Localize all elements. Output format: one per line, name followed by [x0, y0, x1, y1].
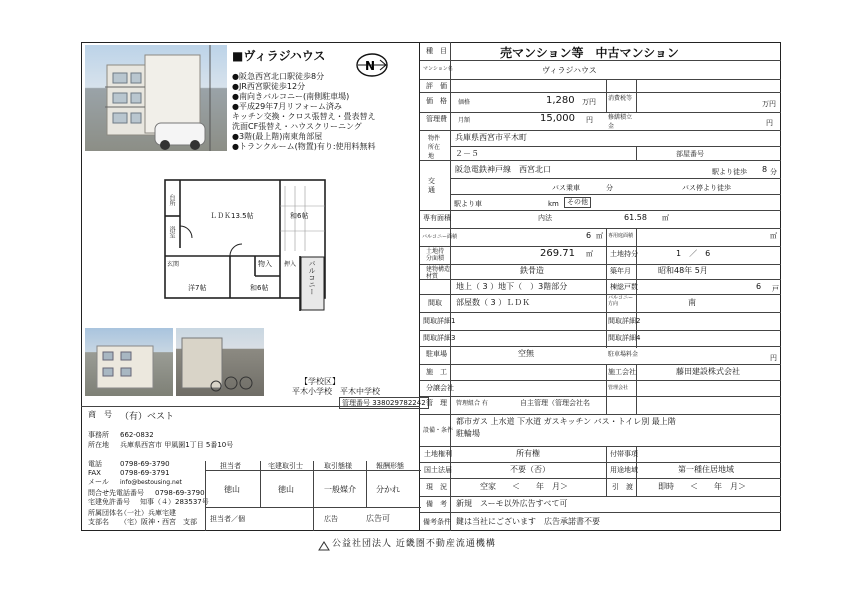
room-balcony: バルコニー: [308, 260, 316, 295]
mail-label: メール: [88, 478, 109, 486]
divider: [420, 446, 781, 447]
area-unit: ㎡: [662, 214, 669, 222]
review-label: 評 価: [426, 82, 447, 90]
bus-walk-label: バス停より徒歩: [682, 184, 731, 192]
license-value: 知事（４）283537号: [140, 498, 209, 506]
parking-fee-label: 駐車場料金: [608, 351, 639, 358]
layout-label: 間取: [428, 299, 442, 307]
room-kitchen: 台所: [168, 194, 175, 206]
divider: [636, 364, 637, 414]
management-company-label: 管理会社: [608, 385, 629, 391]
feature-item: ●トランクルーム(物置)有り:使用料無料: [232, 142, 376, 151]
equipment-label: 設備・条件: [423, 427, 454, 434]
address-label: 所在地: [88, 441, 109, 449]
divider: [420, 264, 781, 265]
divider: [420, 330, 781, 331]
built-value: 昭和48年 5月: [658, 266, 708, 275]
national-land-law-value: 不要（否）: [510, 465, 550, 474]
balcony-area-label: バルコニー面積: [422, 234, 458, 240]
walk-unit: 分: [770, 168, 777, 176]
divider: [606, 228, 607, 348]
repair-fund-label: 修繕積立金: [608, 114, 633, 130]
divider: [420, 414, 781, 415]
management-fee-unit: 円: [586, 116, 593, 124]
bus-label: バス乗車: [552, 184, 580, 192]
structure-value: 鉄骨造: [520, 266, 544, 275]
status-value: 空家 ＜ 年 月＞: [480, 482, 568, 491]
feature-list: [232, 72, 376, 152]
divider: [420, 279, 781, 280]
property-name: ■ヴィラジハウス: [232, 49, 326, 63]
divider: [420, 364, 781, 365]
land-right-label: 土地権利: [424, 450, 452, 458]
handover-value: 即時 ＜ 年 月＞: [658, 482, 746, 491]
mail-value[interactable]: info@bestousing.net: [120, 479, 182, 486]
divider: [420, 160, 781, 161]
exterior-photo-1: [85, 328, 173, 396]
parking-value: 空無: [518, 349, 534, 358]
price-sub: 価格: [458, 99, 471, 106]
traffic-label: 交通: [428, 177, 435, 194]
room-bath: 浴室: [168, 226, 175, 238]
national-land-law-label: 国土法届: [424, 466, 452, 474]
tax-label: 消費税等: [608, 95, 633, 102]
trade-name-value: （有）ベスト: [120, 412, 175, 422]
feature-item: ●JR西宮駅徒歩12分: [232, 82, 306, 91]
divider: [420, 294, 781, 295]
divider: [420, 228, 781, 229]
building-illustration: [85, 45, 227, 151]
remarks-condition-label: 備考条件: [423, 518, 451, 526]
association-label: 所属団体名: [88, 509, 123, 517]
balcony-area-value: 6: [586, 231, 592, 240]
incidental-label: 付帯事項: [610, 450, 638, 458]
land-area-label: 土地持分面積: [426, 248, 445, 262]
units-unit: 戸: [772, 285, 779, 293]
fax-label: FAX: [88, 469, 101, 477]
room-washitsu-1: 和6帖: [290, 212, 309, 220]
equipment-value: 都市ガス 上水道 下水道 ガスキッチン バス・トイレ別 最上階: [456, 417, 676, 426]
parking-fee-unit: 円: [770, 354, 777, 362]
staff-header: 担当者: [220, 462, 241, 470]
builder-company-label: 施工会社: [608, 368, 636, 376]
area-value: 61.58: [624, 213, 647, 222]
line-value: 阪急電鉄神戸線 西宮北口: [455, 165, 551, 174]
document-number: 管理番号 338029782242: [339, 397, 429, 409]
branch-value: （宅）阪神・西宮 支部: [120, 518, 197, 526]
area-label: 専有面積: [423, 214, 451, 222]
divider: [313, 461, 314, 531]
land-area-unit: ㎡: [586, 250, 593, 258]
staff-value: 徳山: [224, 485, 240, 494]
divider: [420, 246, 781, 247]
feature-item: 洗面CF張替え・ハウスクリーニング: [232, 122, 362, 131]
inquiry-value: 0798-69-3790: [155, 489, 205, 497]
bus-unit: 分: [606, 184, 613, 192]
walk-label: 駅より徒歩: [712, 168, 747, 176]
zoning-value: 第一種住居地域: [678, 465, 734, 474]
management-fee-value: 15,000: [540, 113, 575, 124]
feature-item: ●3階(最上階)南東角部屋: [232, 132, 323, 141]
units-value: 6: [756, 282, 762, 291]
staff-header: 報酬形態: [376, 462, 404, 470]
staff-value: 分かれ: [376, 485, 400, 494]
floor-plan-drawing: [160, 176, 330, 316]
divider: [420, 396, 781, 397]
tel-label: 電話: [88, 460, 102, 468]
status-label: 現 況: [426, 483, 447, 491]
divider: [606, 79, 607, 112]
direction-label: バルコニー方向: [608, 295, 634, 307]
price-unit: 万円: [582, 98, 596, 106]
area-sub: 内法: [538, 214, 552, 222]
ad-label: 広告: [324, 515, 338, 523]
zoning-label: 用途地域: [610, 466, 638, 474]
land-share-value: 1 ／ 6: [676, 249, 711, 258]
divider: [636, 79, 637, 112]
office-value: 662-0832: [120, 431, 154, 439]
divider: [420, 478, 781, 479]
room-closet: 押入: [284, 261, 297, 268]
divider: [636, 146, 637, 160]
mansion-name-value: ヴィラジハウス: [542, 66, 597, 75]
footer-logo-icon: [318, 536, 330, 555]
station-car-unit: km: [548, 200, 559, 208]
layout-detail-3-label: 間取詳細3: [423, 334, 456, 342]
direction-value: 南: [688, 298, 696, 307]
room-entrance: 玄関: [167, 261, 180, 268]
builder-label: 施 工: [426, 368, 447, 376]
management-form-label: 管理組合 有: [456, 400, 488, 407]
school-title: 【学校区】: [300, 377, 340, 386]
management-fee-sub: 月額: [458, 117, 471, 124]
land-area-value: 269.71: [540, 248, 575, 259]
divider: [420, 210, 781, 211]
feature-item: ●阪急西宮北口駅徒歩8分: [232, 72, 325, 81]
association-value: （一社）兵庫宅建: [120, 509, 176, 517]
structure-label: 建物構造材質: [426, 266, 451, 280]
room-you: 洋7帖: [188, 284, 207, 292]
license-label: 宅建免許番号: [88, 498, 130, 506]
layout-detail-1-label: 間取詳細1: [423, 317, 456, 325]
type-value: 売マンション等 中古マンション: [500, 46, 679, 60]
remarks-label: 備 考: [426, 500, 447, 508]
divider: [420, 130, 781, 131]
tel-value: 0798-69-3790: [120, 460, 170, 468]
floors-value: 地上（ 3 ）地下（ ）3階部分: [456, 282, 568, 291]
manager-label: 担当者／個: [210, 515, 245, 523]
room-storage: 物入: [258, 260, 272, 268]
land-right-value: 所有権: [516, 449, 540, 458]
divider: [81, 406, 420, 407]
room-ldk: ＬＤＫ13.5帖: [210, 212, 254, 220]
svg-text:N: N: [365, 59, 376, 73]
location-value: 兵庫県西宮市平木町: [455, 133, 527, 142]
builder-company-value: 藤田建設株式会社: [676, 367, 740, 376]
station-car-label: 駅より車: [454, 200, 482, 208]
divider: [420, 112, 781, 113]
layout-detail-4-label: 間取詳細4: [608, 334, 641, 342]
staff-header: 宅建取引士: [268, 462, 303, 470]
divider: [606, 446, 607, 496]
building-photo: [85, 45, 227, 151]
block-value: ２－５: [455, 149, 479, 158]
divider: [450, 194, 781, 195]
handover-label: 引 渡: [612, 483, 633, 491]
private-garden-unit: ㎡: [770, 232, 777, 240]
inquiry-label: 問合せ先電話番号: [88, 489, 144, 497]
staff-table: [205, 461, 421, 531]
tax-unit: 万円: [762, 100, 776, 108]
layout-detail-2-label: 間取詳細2: [608, 317, 641, 325]
divider: [420, 512, 781, 513]
repair-fund-unit: 円: [766, 119, 773, 127]
divider: [420, 496, 781, 497]
branch-label: 支部名: [88, 518, 109, 526]
divider: [420, 346, 781, 347]
land-share-label: 土地持分: [610, 250, 638, 258]
divider: [420, 92, 781, 93]
walk-value: 8: [762, 165, 768, 174]
trade-name-label: 商 号: [88, 410, 112, 419]
divider: [366, 461, 367, 507]
feature-item: ●南向きバルコニー(南側駐車場): [232, 92, 350, 101]
management-fee-label: 管理費: [426, 115, 447, 123]
footer-organization: 公益社団法人 近畿圏不動産流通機構: [332, 539, 496, 549]
seller-company-label: 分譲会社: [426, 384, 454, 392]
staff-value: 徳山: [278, 485, 294, 494]
office-label: 事務所: [88, 431, 109, 439]
management-value: 自主管理（管理会社名: [520, 399, 590, 407]
mansion-name-label: マンション名: [423, 66, 453, 72]
divider: [420, 79, 781, 80]
floor-plan: [160, 176, 330, 316]
price-value: 1,280: [546, 95, 575, 106]
feature-item: ●平成29年7月リフォーム済み: [232, 102, 342, 111]
parking-label: 駐車場: [426, 350, 447, 358]
other-label: その他: [564, 197, 591, 208]
staff-header: 取引態様: [324, 462, 352, 470]
location-label: 物件所在地: [428, 135, 441, 160]
balcony-area-unit: ㎡: [596, 232, 603, 240]
feature-item: キッチン交換・クロス張替え・畳表替え: [232, 112, 376, 121]
units-label: 棟総戸数: [610, 283, 638, 291]
equipment-value-2: 駐輪場: [456, 429, 480, 438]
divider: [450, 178, 781, 179]
detail-table: [420, 42, 781, 531]
divider: [420, 380, 781, 381]
type-label: 種 目: [426, 47, 447, 55]
room-number-label: 部屋番号: [676, 150, 704, 158]
divider: [420, 312, 781, 313]
private-garden-label: 専用庭面積: [608, 233, 634, 239]
divider: [450, 146, 781, 147]
staff-value: 一般媒介: [324, 485, 356, 494]
room-washitsu-2: 和6帖: [250, 284, 269, 292]
price-label: 価 格: [426, 97, 447, 105]
divider: [260, 461, 261, 507]
management-label: 管 理: [426, 399, 447, 407]
school-value: 平木小学校 平木中学校: [292, 387, 380, 396]
exterior-photo-2: [176, 328, 264, 396]
divider: [420, 462, 781, 463]
layout-value: 部屋数（ 3 ）ＬＤＫ: [456, 298, 531, 307]
divider: [606, 364, 607, 414]
built-label: 築年月: [610, 267, 631, 275]
ad-value: 広告可: [366, 514, 390, 523]
fax-value: 0798-69-3791: [120, 469, 170, 477]
remarks-value: 新規 スーモ以外広告すべて可: [456, 499, 568, 508]
address-value: 兵庫県西宮市 甲風園1丁目 5番10号: [120, 441, 234, 449]
remarks-condition-value: 鍵は当社にございます 広告承諾書不要: [456, 517, 600, 526]
